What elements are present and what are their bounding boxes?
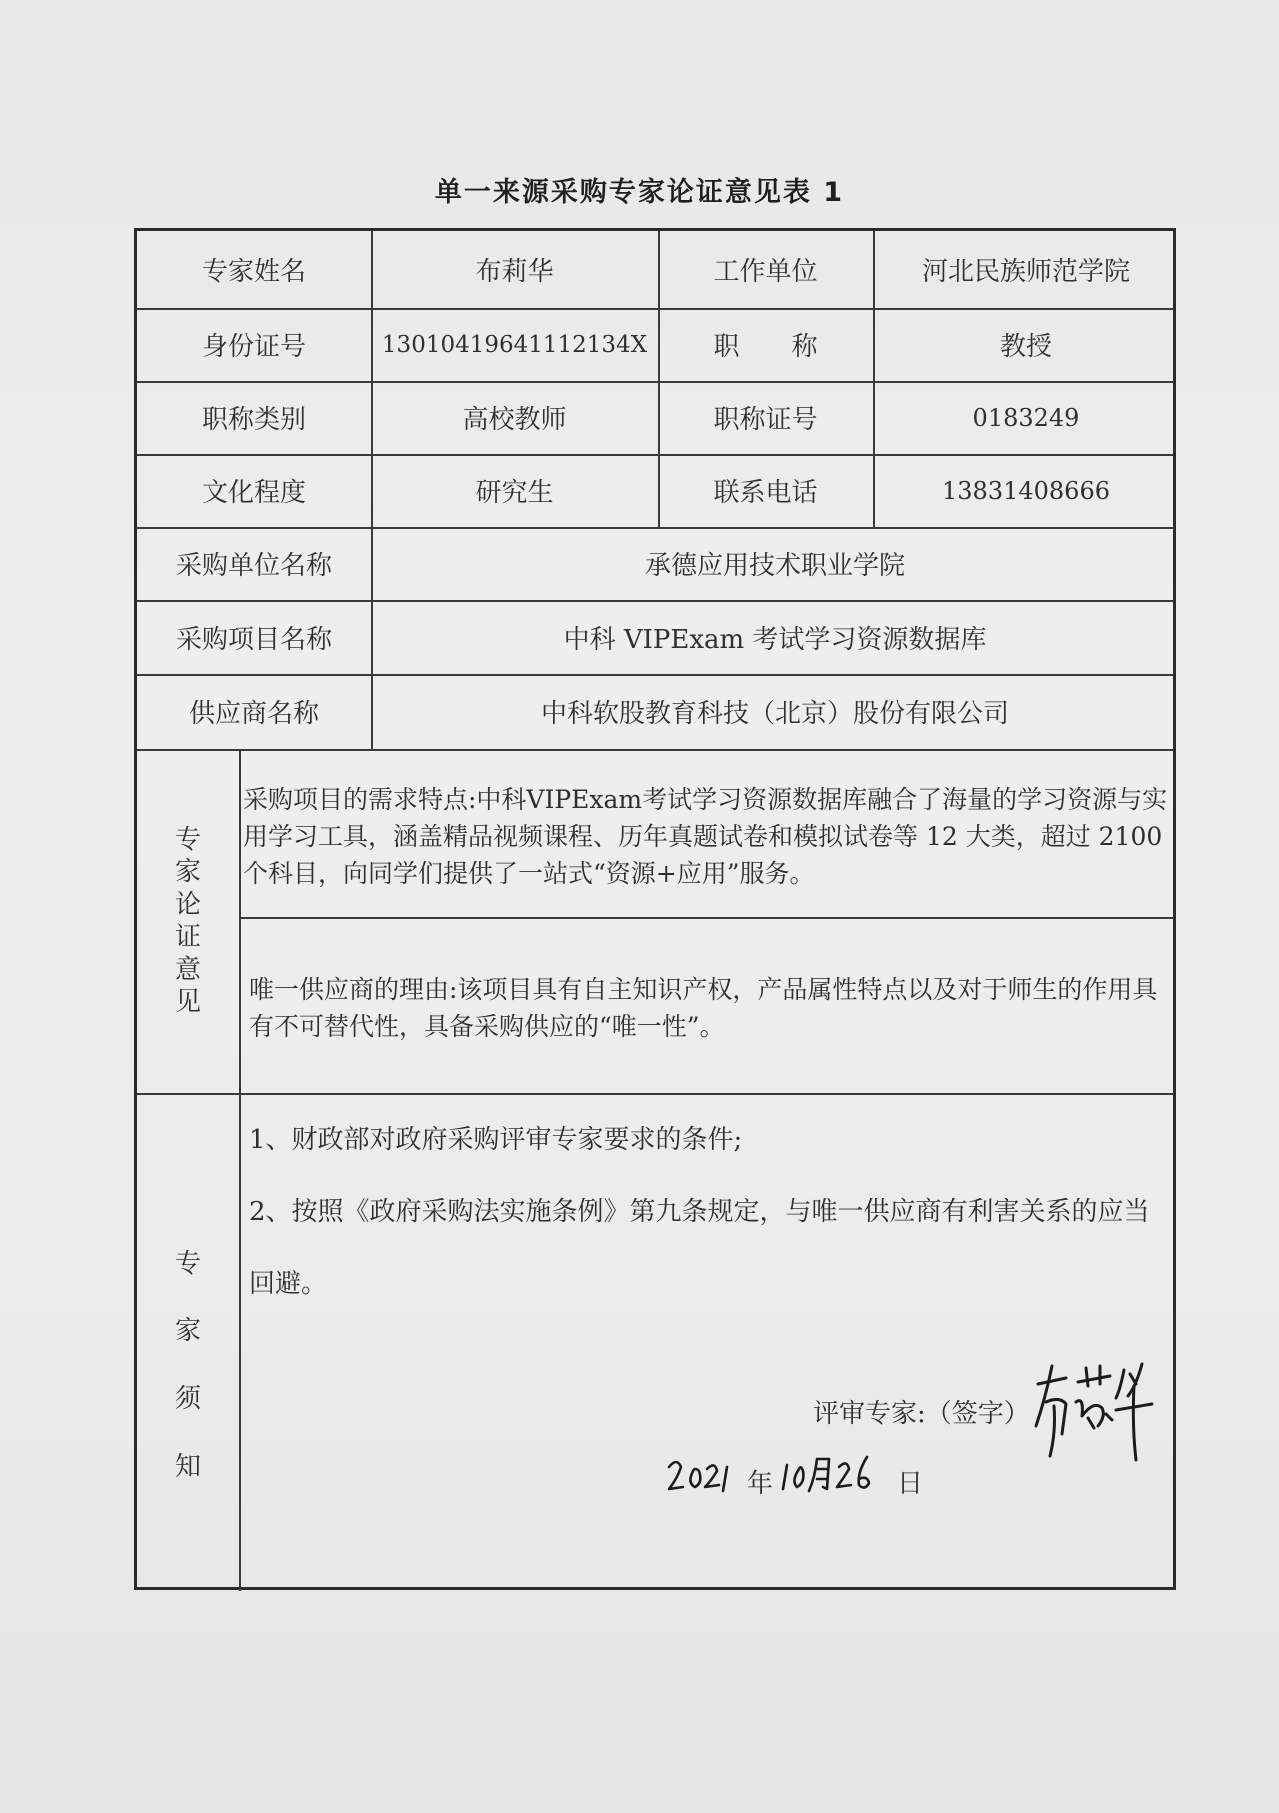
notice-item-2-cont: 回避。	[249, 1269, 328, 1299]
work-unit-value: 河北民族师范学院	[921, 257, 1130, 287]
phone-label: 联系电话	[713, 478, 818, 508]
job-title-value: 教授	[999, 332, 1052, 362]
project-value: 中科 VIPExam 考试学习资源数据库	[563, 624, 987, 655]
education-label: 文化程度	[201, 478, 306, 508]
job-title-label: 职 称	[713, 332, 818, 362]
notice-item-2: 2、按照《政府采购法实施条例》第九条规定，与唯一供应商有利害关系的应当	[249, 1197, 1150, 1227]
expert-name-value: 布莉华	[475, 257, 554, 287]
title-category-label: 职称类别	[201, 405, 306, 435]
demand-characteristics-text: 采购项目的需求特点:中科VIPExam考试学习资源数据库融合了海量的学习资源与实用学习工具，涵盖精品视频课程、历年真题试卷和模拟试卷等 12 大类，超过 2100 个科目，向同学们提供了一站式“资源+应用”服务。	[243, 785, 1168, 888]
expert-name-label: 专家姓名	[201, 257, 306, 287]
supplier-value: 中科软股教育科技（北京）股份有限公司	[540, 699, 1009, 729]
expert-opinion-table	[134, 228, 1176, 1590]
notice-label: 专 家 须 知	[174, 1248, 201, 1482]
work-unit-label: 工作单位	[713, 257, 818, 287]
notice-item-1: 1、财政部对政府采购评审专家要求的条件;	[249, 1125, 743, 1155]
education-value: 研究生	[475, 478, 554, 508]
supplier-label: 供应商名称	[188, 699, 319, 729]
sole-supplier-reason-text: 唯一供应商的理由:该项目具有自主知识产权，产品属性特点以及对于师生的作用具有不可替代性，具备采购供应的“唯一性”。	[249, 975, 1158, 1041]
title-category-value: 高校教师	[462, 405, 567, 435]
handwritten-signature	[1032, 1356, 1157, 1466]
purchaser-value: 承德应用技术职业学院	[644, 551, 905, 581]
handwritten-date-month-day	[781, 1449, 881, 1499]
id-number-value: 13010419641112134X	[381, 331, 648, 358]
purchaser-label: 采购单位名称	[175, 551, 332, 581]
date-day-unit: 日	[897, 1469, 924, 1499]
handwritten-date-year	[665, 1449, 740, 1499]
project-label: 采购项目名称	[175, 624, 332, 655]
opinion-label: 专 家 论 证 意 见	[174, 824, 201, 1017]
signer-label: 评审专家:（签字）	[813, 1399, 1030, 1429]
phone-value: 13831408666	[942, 476, 1110, 505]
title-cert-value: 0183249	[972, 403, 1080, 432]
title-cert-label: 职称证号	[713, 405, 818, 435]
date-year-unit: 年	[747, 1469, 774, 1499]
form-title: 单一来源采购专家论证意见表 1	[434, 177, 845, 208]
id-number-label: 身份证号	[201, 332, 306, 362]
